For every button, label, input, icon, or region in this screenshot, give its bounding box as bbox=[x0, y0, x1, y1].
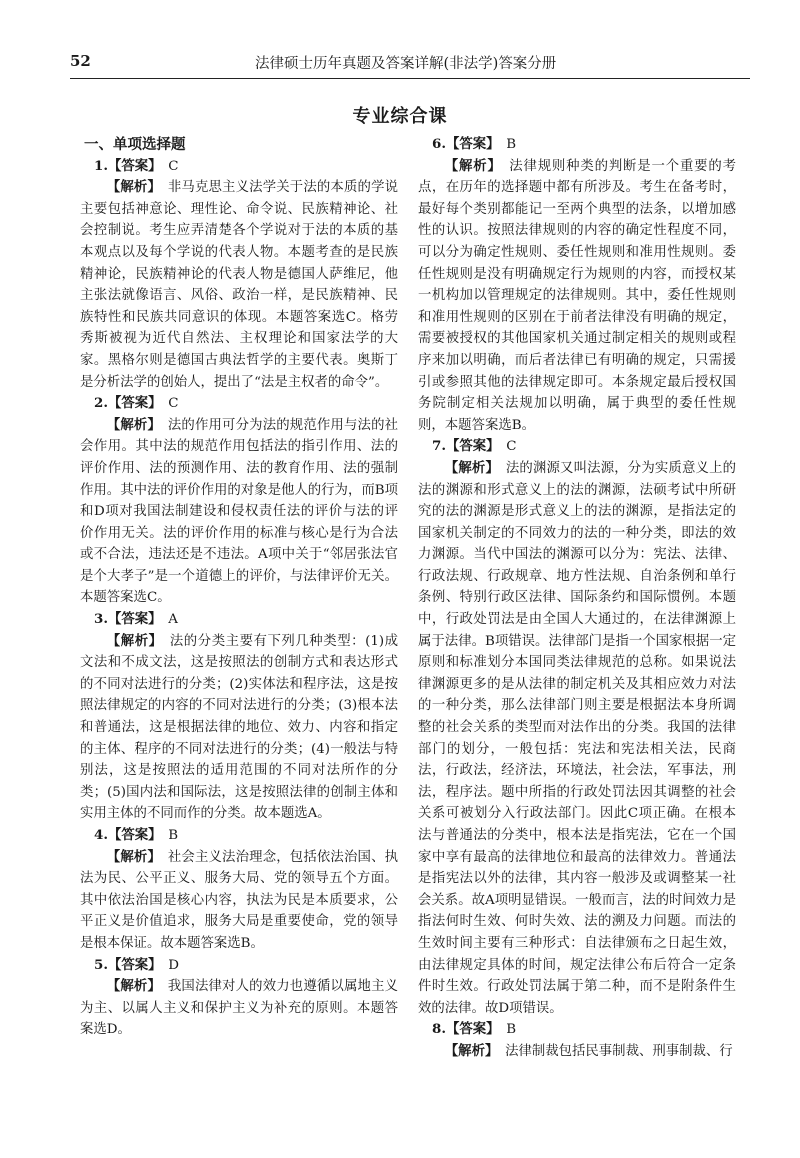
left-column bbox=[80, 134, 398, 1041]
answer-line-1: 1.【答案】 C bbox=[94, 157, 179, 174]
answer-line-7: 7.【答案】 C bbox=[432, 438, 517, 455]
answer-line-2: 2.【答案】 C bbox=[94, 395, 179, 412]
page-number: 52 bbox=[70, 52, 91, 70]
header-rule bbox=[70, 78, 750, 79]
analysis-4: 【解析】 社会主义法治理念，包括依法治国、执法为民、公平正义、服务大局、党的领导五个方面。其中依法治国是核心内容，执法为民是本质要求，公平正义是价值追求，服务大局是重要使命，党的领导是根本保证。故本题答案选B。 bbox=[80, 848, 399, 951]
answer-line-3: 3.【答案】 A bbox=[94, 611, 178, 628]
analysis-1: 【解析】 非马克思主义法学关于法的本质的学说主要包括神意论、理性论、命令说、民族精神论、社会控制说。考生应弄清楚各个学说对于法的本质的基本观点以及每个学说的代表人物。本题考查的是民族精神论，民族精神论的代表人物是德国人萨维尼，他主张法就像语言、风俗、政治一样，是民族精神、民族特性和民族共同意识的体现。本题答案选C。格劳秀斯被视为近代自然法、主权理论和国家法学的大家。黑格尔则是德国古典法哲学的主要代表。奥斯丁是分析法学的创始人，提出了“法是主权者的命令”。 bbox=[80, 179, 399, 390]
analysis-6: 【解析】 法律规则种类的判断是一个重要的考点，在历年的选择题中都有所涉及。考生在备考时，最好每个类别都能记一至两个典型的法条，以增加感性的认识。按照法律规则的内容的确定性程度不同，可以分为确定性规则、委任性规则和准用性规则。委任性规则是没有明确规定行为规则的内容，而授权某一机构加以管理规定的法律规则。其中，委任性规则和准用性规则的区别在于前者法律没有明确的规定，需要被授权的其他国家机关通过制定相关的规则或程序来加以明确，而后者法律已有明确的规定，只需援引或参照其他的法律规定即可。本条规定最后授权国务院制定相关法规加以明确，属于典型的委任性规则，本题答案选B。 bbox=[418, 157, 737, 433]
analysis-7: 【解析】 法的渊源又叫法源，分为实质意义上的法的渊源和形式意义上的法的渊源，法硕考试中所研究的法的渊源是形式意义上的法的渊源，是指法定的国家机关制定的不同效力的法的一种分类，即法的效力渊源。当代中国法的渊源可以分为：宪法、法律、行政法规、行政规章、地方性法规、自治条例和单行条例、特别行政区法律、国际条约和国际惯例。本题中，行政处罚法是由全国人大通过的，在法律渊源上属于法律。B项错误。法律部门是指一个国家根据一定原则和标准划分本国同类法律规范的总称。如果说法律渊源更多的是从法律的制定机关及其相应效力对法的一种分类，那么法律部门则主要是根据法本身所调整的社会关系的类型而对法作出的分类。我国的法律部门的划分，一般包括：宪法和宪法相关法，民商法，行政法，经济法，环境法，社会法，军事法，刑法，程序法。题中所指的行政处罚法因其调整的社会关系可被划分入行政法部门。因此C项正确。在根本法与普通法的分类中，根本法是指宪法，它在一个国家中享有最高的法律地位和最高的法律效力。普通法是指宪法以外的法律，其内容一般涉及或调整某一社会关系。故A项明显错误。一般而言，法的时间效力是指法何时生效、何时失效、法的溯及力问题。而法的生效时间主要有三种形式：自法律颁布之日起生效，由法律规定具体的时间，规定法律公布后符合一定条件时生效。行政处罚法属于第二种，而不是附条件生效的法律。故D项错误。 bbox=[418, 459, 737, 1016]
analysis-8: 【解析】 法律制裁包括民事制裁、刑事制裁、行 bbox=[444, 1042, 733, 1059]
answer-line-5: 5.【答案】 D bbox=[94, 956, 179, 973]
analysis-3: 【解析】 法的分类主要有下列几种类型：(1)成文法和不成文法，这是按照法的创制方式和表达形式的不同对法进行的分类；(2)实体法和程序法，这是按照法律规定的内容的不同对法进行的分类；(3)根本法和普通法，这是根据法律的地位、效力、内容和指定的主体、程序的不同对法进行的分类；(4)一般法与特别法，这是按照法的适用范围的不同对法所作的分类；(5)国内法和国际法，这是按照法律的创制主体和实用主体的不同而作的分类。故本题选A。 bbox=[80, 632, 399, 822]
analysis-2: 【解析】 法的作用可分为法的规范作用与法的社会作用。其中法的规范作用包括法的指引作用、法的评价作用、法的预测作用、法的教育作用、法的强制作用。其中法的评价作用的对象是他人的行为，而B项和D项对我国法制建设和侵权责任法的评价与法的评价作用无关。法的评价作用的标准与核心是行为合法或不合法，违法还是不违法。A项中关于“邻居张法官是个大孝子”是一个道德上的评价，与法律评价无关。本题答案选C。 bbox=[80, 416, 399, 606]
right-column bbox=[418, 134, 736, 1063]
answer-line-8: 8.【答案】 B bbox=[432, 1021, 517, 1038]
answer-line-6: 6.【答案】 B bbox=[432, 136, 517, 152]
analysis-5: 【解析】 我国法律对人的效力也遵循以属地主义为主、以属人主义和保护主义为补充的原则。本题答案选D。 bbox=[80, 978, 399, 1038]
running-header bbox=[70, 46, 750, 76]
subsection-title: 一、单项选择题 bbox=[84, 136, 186, 153]
answer-line-4: 4.【答案】 B bbox=[94, 827, 179, 843]
book-title: 法律硕士历年真题及答案详解(非法学)答案分册 bbox=[255, 56, 557, 72]
section-title: 专业综合课 bbox=[352, 106, 448, 127]
